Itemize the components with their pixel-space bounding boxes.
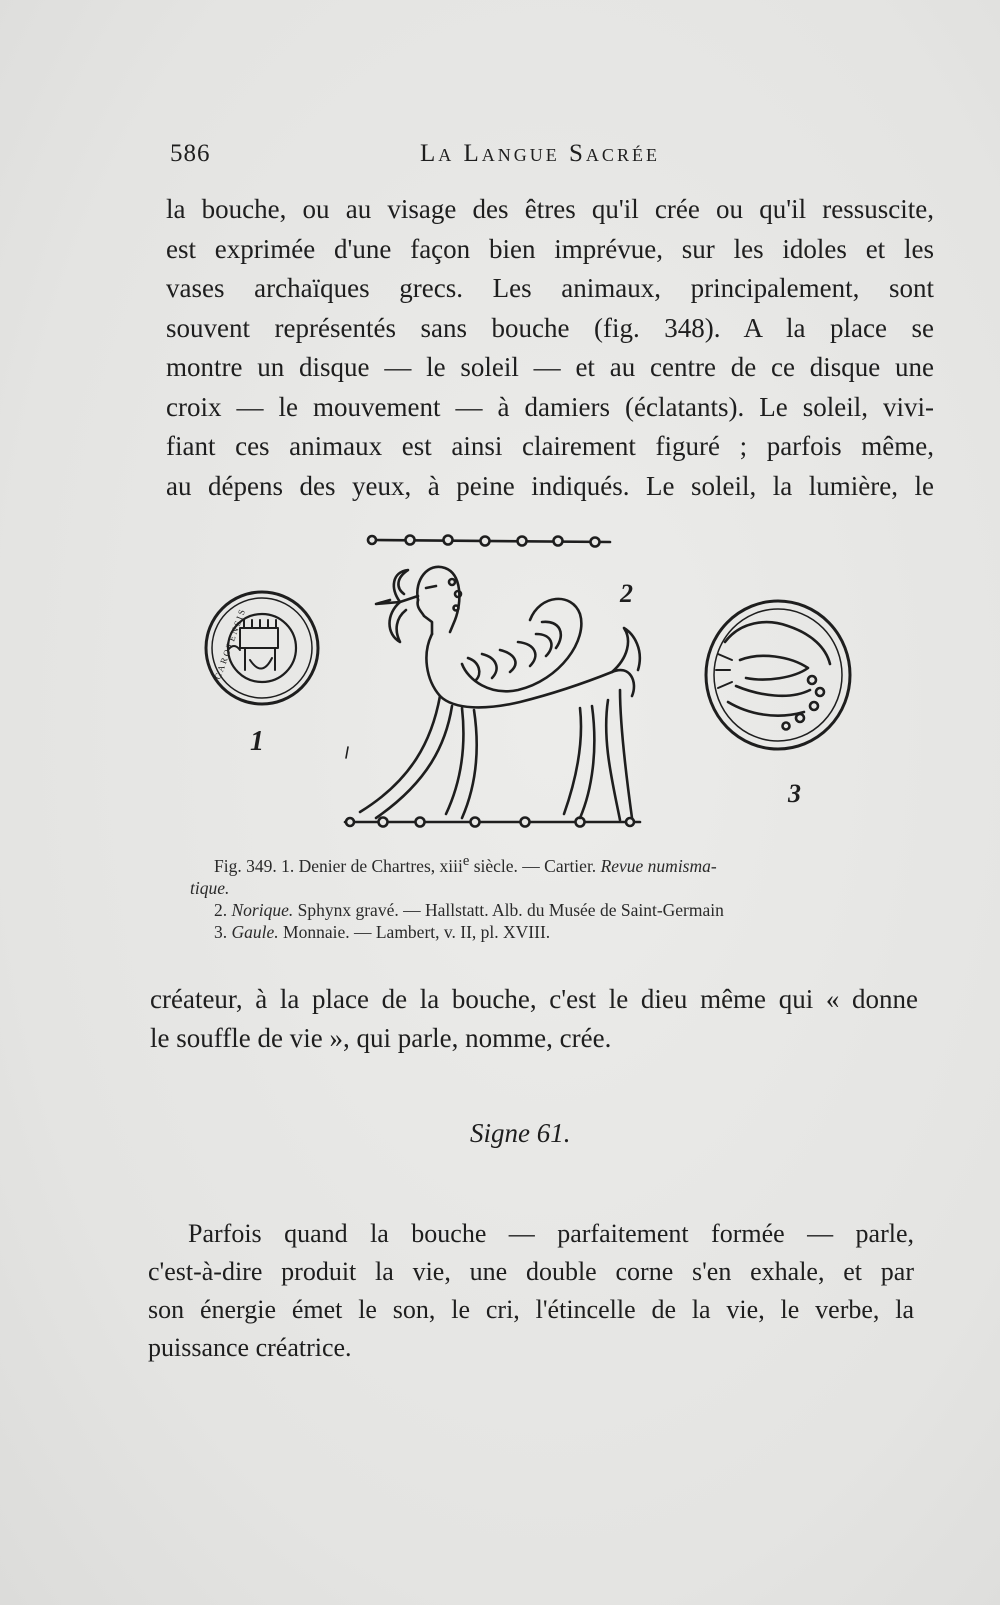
text-line: fiant ces animaux est ainsi clairement figuré ; parfois même,	[166, 431, 934, 461]
caption-line-4: 3. Gaule. Monnaie. — Lambert, v. II, pl. XVIII.	[214, 921, 551, 942]
figure-label-1: 1	[250, 726, 264, 757]
top-ornament-chain	[368, 536, 610, 547]
text-line: c'est-à-dire produit la vie, une double corne s'en exhale, et par	[148, 1257, 914, 1286]
sphinx-engraving	[360, 567, 640, 820]
text-line: est exprimée d'une façon bien imprévue, sur les idoles et les	[166, 233, 934, 264]
figure-label-3: 3	[788, 779, 801, 808]
paragraph-bottom	[148, 1215, 914, 1367]
text-line: souvent représentés sans bouche (fig. 348). A la place se	[166, 312, 934, 343]
page-header	[170, 140, 890, 174]
text-line: créateur, à la place de la bouche, c'est le dieu même qui « donne	[150, 984, 918, 1014]
text-line: Parfois quand la bouche — parfaitement formée — parle,	[188, 1219, 914, 1248]
coin-3-gaul	[706, 601, 850, 749]
text-line: son énergie émet le son, le cri, l'étincelle de la vie, le verbe, la	[148, 1295, 914, 1324]
figure-caption	[190, 850, 890, 943]
figure-label-2: 2	[620, 579, 633, 608]
caption-line-3: 2. Norique. Sphynx gravé. — Hallstatt. Alb. du Musée de Saint-Germain	[214, 899, 724, 920]
coin-1-legend: CAROTENSIS	[212, 606, 248, 681]
text-line: au dépens des yeux, à peine indiqués. Le soleil, la lumière, le	[166, 470, 934, 501]
paragraph-middle	[150, 980, 918, 1058]
text-line: le souffle de vie », qui parle, nomme, crée.	[150, 1023, 612, 1053]
text-line: vases archaïques grecs. Les animaux, principalement, sont	[166, 273, 934, 303]
text-line: montre un disque — le soleil — et au centre de ce disque une	[166, 352, 934, 382]
running-head: La Langue Sacrée	[420, 140, 660, 167]
bottom-ornament-chain	[345, 818, 640, 827]
text-line: croix — le mouvement — à damiers (éclatants). Le soleil, vivi-	[166, 391, 934, 422]
section-heading: Signe 61.	[470, 1118, 571, 1148]
page-number: 586	[170, 140, 211, 167]
text-line: la bouche, ou au visage des êtres qu'il crée ou qu'il ressuscite,	[166, 194, 934, 224]
caption-line-2: tique.	[190, 877, 230, 898]
text-line: puissance créatrice.	[148, 1333, 352, 1362]
figure-349	[200, 530, 900, 850]
paragraph-top	[166, 190, 934, 506]
caption-line-1: Fig. 349. 1. Denier de Chartres, xiii$^e$ siècle. — Cartier. Revue numisma-	[214, 853, 717, 876]
